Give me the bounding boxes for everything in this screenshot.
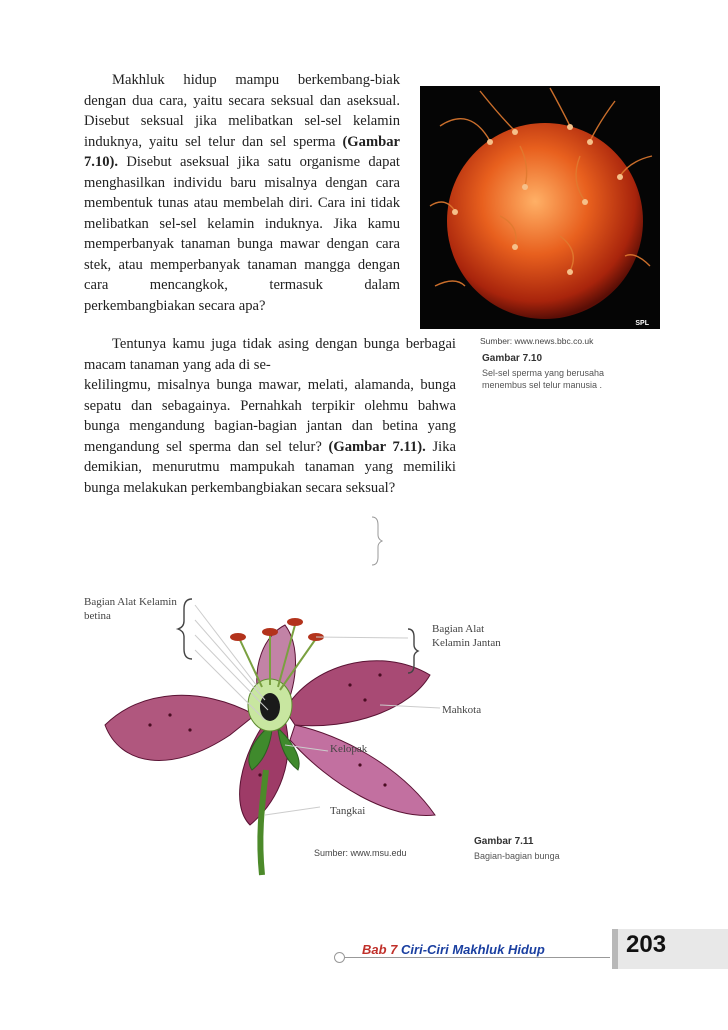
footer-rule: [340, 957, 610, 958]
figure-ref-7-10: (Gambar 7.10).: [84, 133, 400, 170]
figure1-caption-title: Gambar 7.10: [482, 353, 543, 364]
paragraph-flower-intro: [84, 334, 456, 375]
chapter-title: Ciri-Ciri Makhluk Hidup: [401, 942, 545, 957]
flower-diagram: [80, 515, 520, 885]
paragraph1-text: Makhluk hidup mampu berkembang-biak dengan dua cara, yaitu secara seksual dan aseksual. Disebut seksual jika melibatkan sel-sel kelamin induknya, yaitu sel telur dan sel sperma: [84, 72, 400, 150]
figure1-caption-text: Sel-sel sperma yang berusaha menembus sel telur manusia .: [482, 368, 605, 390]
paragraph-flower-body: [84, 375, 456, 498]
figure2-caption-title: Gambar 7.11: [474, 836, 534, 847]
chapter-number: Bab 7: [362, 942, 398, 957]
image-credit-label: SPL: [635, 320, 649, 327]
label-male-part: Bagian Alat Kelamin Jantan: [432, 623, 501, 649]
footer-chapter: [362, 942, 545, 957]
figure1-source: Sumber: www.news.bbc.co.uk: [480, 336, 594, 346]
egg-cell-image: [420, 86, 660, 329]
figure-ref-7-11: (Gambar 7.11).: [328, 438, 426, 455]
label-petal: Mahkota: [442, 704, 482, 716]
label-stem: Tangkai: [330, 805, 366, 817]
paragraph-reproduction-intro: [84, 70, 400, 316]
figure2-source: Sumber: www.msu.edu: [314, 848, 407, 858]
paragraph1-rest: Disebut aseksual jika satu organisme dapat menghasilkan individu baru misalnya dengan cara membentuk tunas atau membelah diri. Cara ini tidak melibatkan sel-sel kelamin induknya. Jika kamu memperbanyak tanaman bunga mawar dengan cara stek, atau memperbanyak tanaman mangga dengan cara mencangkok, termasuk dalam perkembangbiakan secara apa?: [84, 154, 400, 314]
page-number: 203: [626, 931, 667, 958]
label-sepal: Kelopak: [330, 743, 368, 755]
label-female-part: Bagian Alat Kelamin betina: [84, 596, 177, 622]
paragraph2-end: Jika demikian, menurutmu mampukah tanaman yang memiliki bunga melakukan perkembangbiakan secara seksual?: [84, 438, 456, 496]
footer-circle: [334, 952, 345, 963]
paragraph2-start: Tentunya kamu juga tidak asing dengan bunga berbagai macam tanaman yang ada di se-: [84, 336, 456, 373]
paragraph2-rest: kelilingmu, misalnya bunga mawar, melati, alamanda, bunga sepatu dan sebagainya. Pernahkah terpikir olehmu bahwa bunga mengandung bagian-bagian jantan dan betina yang mengandung sel sperma dan sel telur?: [84, 377, 456, 455]
figure2-caption-text: Bagian-bagian bunga: [474, 851, 560, 861]
